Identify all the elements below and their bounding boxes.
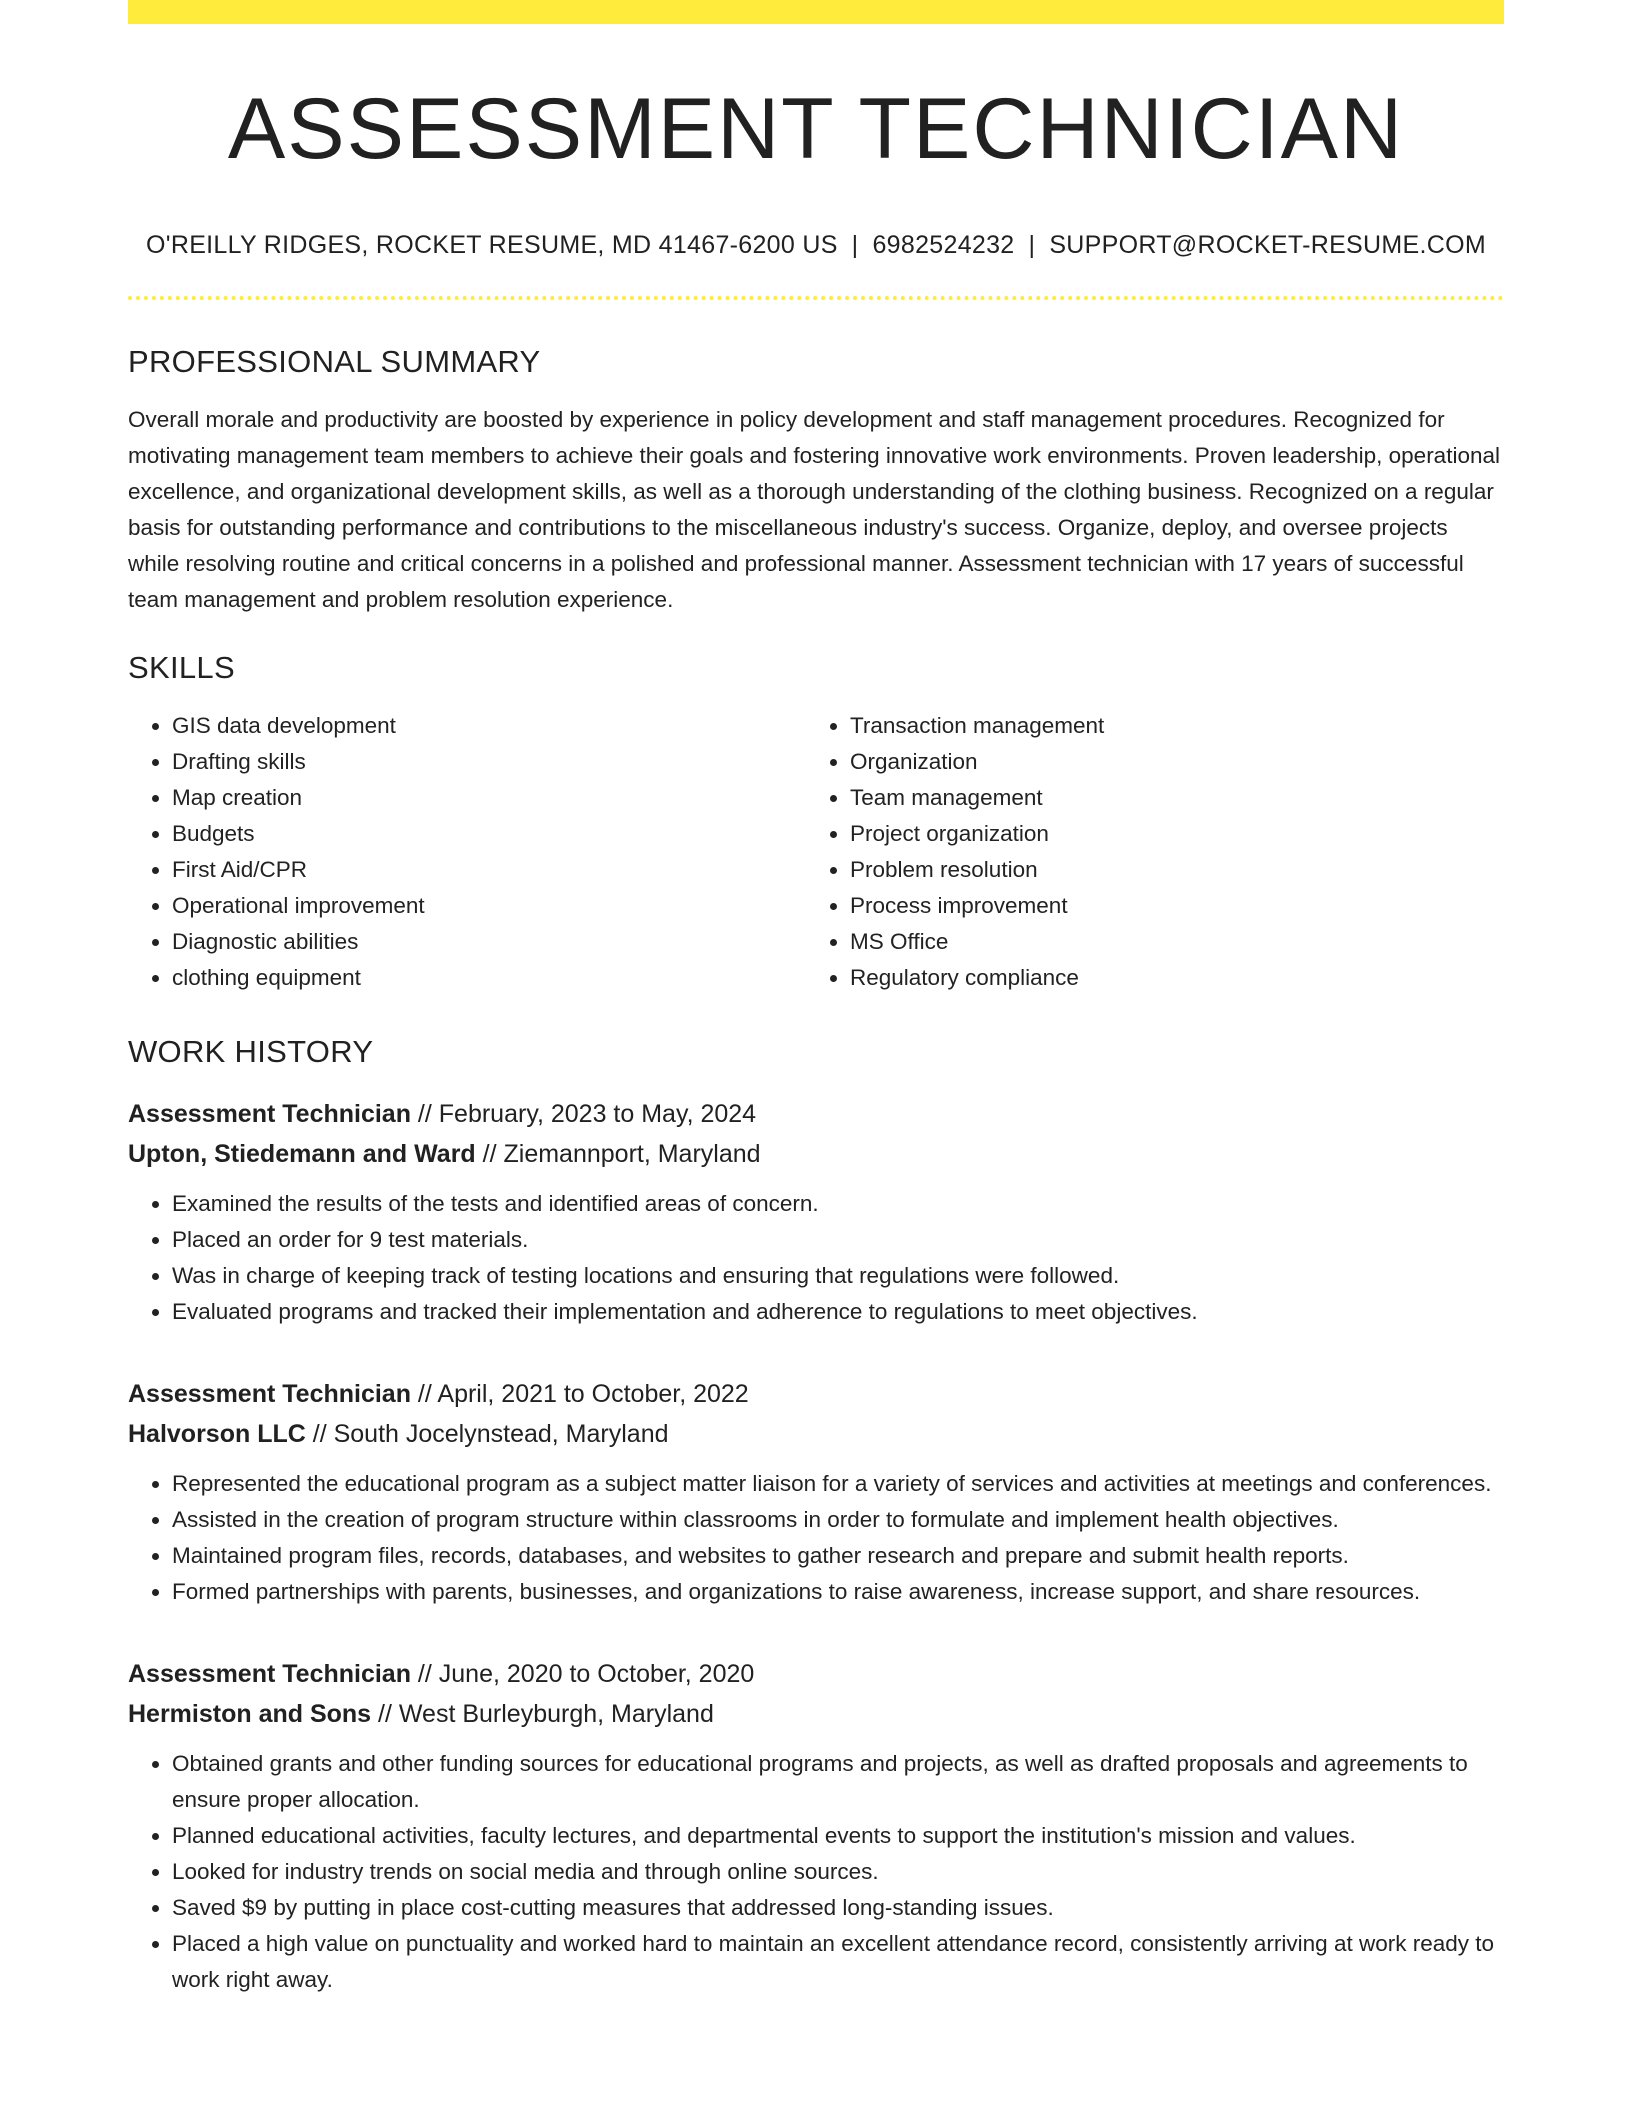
- job-bullet: • Maintained program files, records, databases, and websites to gather research and prepare and submit health reports.: [172, 1538, 1504, 1574]
- job-dates: April, 2021 to October, 2022: [437, 1379, 749, 1408]
- contact-line: [128, 231, 1504, 260]
- skill-item: • Organization: [850, 744, 1484, 780]
- job-separator: //: [475, 1139, 504, 1168]
- job-separator: //: [305, 1419, 334, 1448]
- skill-item: • GIS data development: [172, 708, 806, 744]
- skill-item: • Process improvement: [850, 888, 1484, 924]
- work-history-heading: WORK HISTORY: [128, 1033, 374, 1069]
- job-bullet: • Placed a high value on punctuality and worked hard to maintain an excellent attendance record, consistently arriving at work ready to work right away.: [172, 1926, 1504, 1998]
- skill-item: • Project organization: [850, 816, 1484, 852]
- job-bullet: • Examined the results of the tests and identified areas of concern.: [172, 1186, 1504, 1222]
- skill-item: • Transaction management: [850, 708, 1484, 744]
- skill-item: • Diagnostic abilities: [172, 924, 806, 960]
- job-role: Assessment Technician: [128, 1659, 411, 1688]
- skill-item: • First Aid/CPR: [172, 852, 806, 888]
- job-bullet: • Evaluated programs and tracked their implementation and adherence to regulations to meet objectives.: [172, 1294, 1504, 1330]
- job-separator: //: [371, 1699, 399, 1728]
- job-bullets: [128, 1466, 1504, 1610]
- skill-item: • Problem resolution: [850, 852, 1484, 888]
- job-role: Assessment Technician: [128, 1379, 411, 1408]
- skills-right-list: [806, 708, 1484, 996]
- job-role: Assessment Technician: [128, 1099, 411, 1128]
- skill-item: • Regulatory compliance: [850, 960, 1484, 996]
- job-company: Halvorson LLC: [128, 1419, 306, 1448]
- job-company: Hermiston and Sons: [128, 1699, 372, 1728]
- job-company-line: [128, 1134, 1504, 1174]
- job-company-line: [128, 1414, 1504, 1454]
- job-bullet: • Obtained grants and other funding sources for educational programs and projects, as well as drafted proposals and agreements to ensure proper allocation.: [172, 1746, 1504, 1818]
- job-separator: //: [410, 1659, 439, 1688]
- job-company: Upton, Stiedemann and Ward: [128, 1139, 476, 1168]
- skill-item: • Team management: [850, 780, 1484, 816]
- contact-separator: |: [1028, 230, 1036, 259]
- skills-heading: SKILLS: [128, 649, 235, 685]
- resume-page: [128, 0, 1504, 1998]
- job-entry: [128, 1094, 1504, 1330]
- skill-item: • MS Office: [850, 924, 1484, 960]
- contact-address: O'REILLY RIDGES, ROCKET RESUME, MD 41467-6200 US: [146, 230, 838, 259]
- job-entry: [128, 1654, 1504, 1998]
- top-accent-bar: [128, 0, 1504, 24]
- job-bullet: • Placed an order for 9 test materials.: [172, 1222, 1504, 1258]
- skill-item: • Operational improvement: [172, 888, 806, 924]
- job-separator: //: [410, 1379, 438, 1408]
- skills-columns: [128, 708, 1504, 996]
- job-location: South Jocelynstead, Maryland: [333, 1419, 669, 1448]
- job-bullet: • Formed partnerships with parents, businesses, and organizations to raise awareness, increase support, and share resources.: [172, 1574, 1504, 1610]
- contact-separator: |: [851, 230, 859, 259]
- skill-item: • Map creation: [172, 780, 806, 816]
- job-dates: June, 2020 to October, 2020: [438, 1659, 755, 1688]
- job-bullet: • Was in charge of keeping track of testing locations and ensuring that regulations were followed.: [172, 1258, 1504, 1294]
- job-bullets: [128, 1186, 1504, 1330]
- job-role-line: [128, 1094, 1504, 1134]
- job-location: West Burleyburgh, Maryland: [398, 1699, 714, 1728]
- job-bullets: [128, 1746, 1504, 1998]
- skills-left-list: [128, 708, 806, 996]
- skill-item: • clothing equipment: [172, 960, 806, 996]
- job-bullet: • Planned educational activities, faculty lectures, and departmental events to support the institution's mission and values.: [172, 1818, 1504, 1854]
- contact-phone: 6982524232: [872, 230, 1015, 259]
- skill-item: • Budgets: [172, 816, 806, 852]
- job-bullet: • Represented the educational program as a subject matter liaison for a variety of services and activities at meetings and conferences.: [172, 1466, 1504, 1502]
- job-company-line: [128, 1694, 1504, 1734]
- job-bullet: • Saved $9 by putting in place cost-cutting measures that addressed long-standing issues.: [172, 1890, 1504, 1926]
- dotted-divider: [128, 296, 1504, 300]
- job-role-line: [128, 1654, 1504, 1694]
- job-dates: February, 2023 to May, 2024: [438, 1099, 757, 1128]
- contact-email: SUPPORT@ROCKET-RESUME.COM: [1049, 230, 1486, 259]
- job-bullet: • Assisted in the creation of program structure within classrooms in order to formulate and implement health objectives.: [172, 1502, 1504, 1538]
- job-role-line: [128, 1374, 1504, 1414]
- resume-name: ASSESSMENT TECHNICIAN: [227, 81, 1405, 177]
- summary-text: Overall morale and productivity are boosted by experience in policy development and staff management procedures. Recognized for motivating management team members to achieve their goals and fostering innovative work environments. Proven leadership, operational excellence, and organizational development skills, as well as a thorough understanding of the clothing business. Recognized on a regular basis for outstanding performance and contributions to the miscellaneous industry's success. Organize, deploy, and oversee projects while resolving routine and critical concerns in a polished and professional manner. Assessment technician with 17 years of successful team management and problem resolution experience.: [128, 406, 1500, 612]
- job-bullet: • Looked for industry trends on social media and through online sources.: [172, 1854, 1504, 1890]
- skill-item: • Drafting skills: [172, 744, 806, 780]
- job-separator: //: [410, 1099, 439, 1128]
- job-entry: [128, 1374, 1504, 1610]
- summary-heading: PROFESSIONAL SUMMARY: [128, 343, 541, 379]
- job-location: Ziemannport, Maryland: [503, 1139, 761, 1168]
